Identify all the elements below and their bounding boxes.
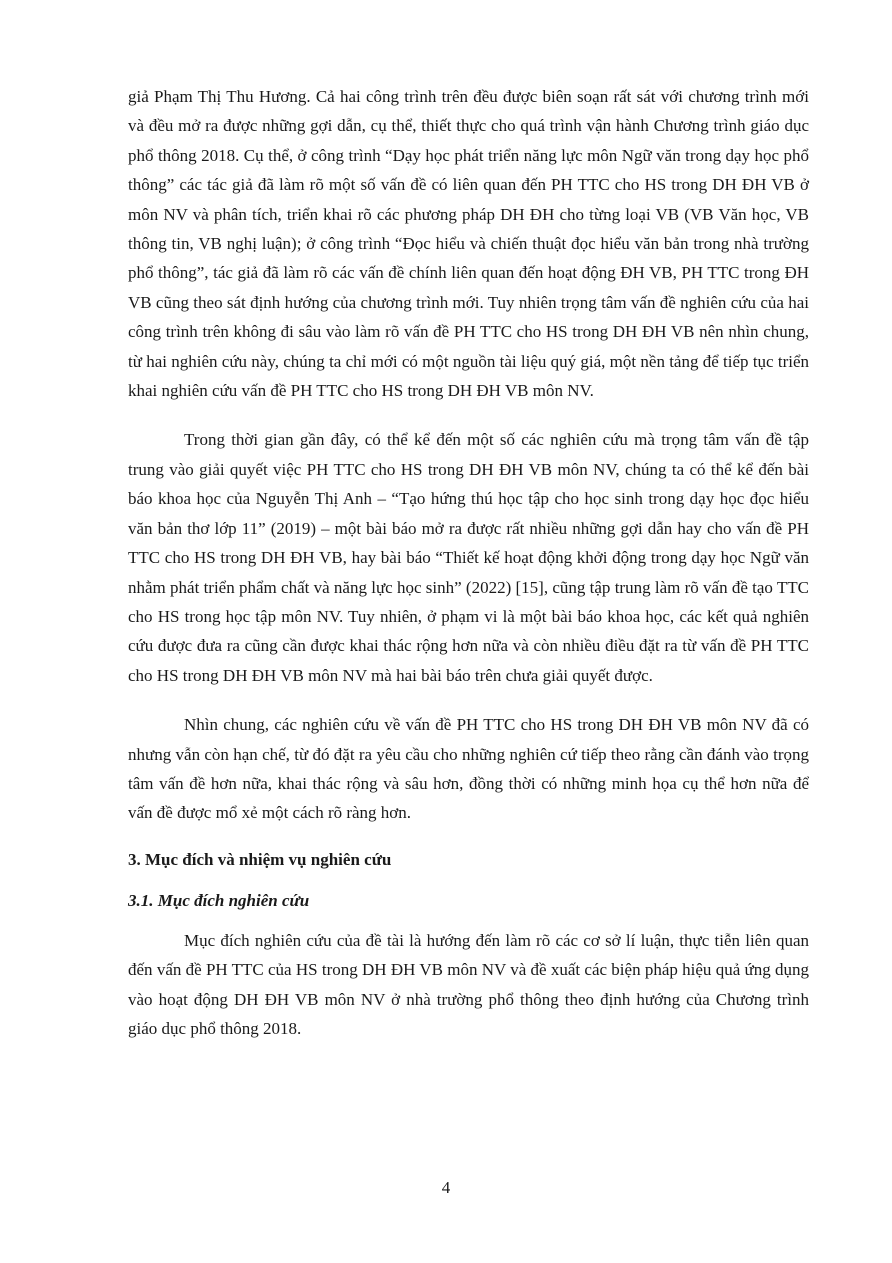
section-heading: 3. Mục đích và nhiệm vụ nghiên cứu	[128, 849, 392, 869]
subsection-paragraph: Mục đích nghiên cứu của đề tài là hướng đến làm rõ các cơ sở lí luận, thực tiễn liên quan đến vấn đề PH TTC của HS trong DH ĐH VB môn NV và đề xuất các biện pháp hiệu quả ứng dụng vào hoạt động DH ĐH VB môn NV ở nhà trường phổ thông theo định hướng của Chương trình giáo dục phổ thông 2018.	[128, 930, 809, 1038]
body-paragraph-3: Nhìn chung, các nghiên cứu về vấn đề PH TTC cho HS trong DH ĐH VB môn NV đã có nhưng vẫn còn hạn chế, từ đó đặt ra yêu cầu cho những nghiên cứ tiếp theo rằng cần đánh vào trọng tâm vấn đề hơn nữa, khai thác rộng và sâu hơn, đồng thời có những minh họa cụ thể hơn nữa để vấn đề được mổ xẻ một cách rõ ràng hơn.	[128, 715, 809, 823]
page-number: 4	[441, 1178, 451, 1197]
subsection-heading: 3.1. Mục đích nghiên cứu	[128, 890, 310, 910]
body-paragraph-1: giả Phạm Thị Thu Hương. Cả hai công trình trên đều được biên soạn rất sát với chương trình mới và đều mở ra được những gợi dẫn, cụ thể, thiết thực cho quá trình vận hành Chương trình giáo dục phổ thông 2018. Cụ thể, ở công trình “Dạy học phát triển năng lực môn Ngữ văn trong dạy học phổ thông” các tác giả đã làm rõ một số vấn đề có liên quan đến PH TTC cho HS trong DH ĐH VB ở môn NV và phân tích, triển khai rõ các phương pháp DH ĐH cho từng loại VB (VB Văn học, VB thông tin, VB nghị luận); ở công trình “Đọc hiểu và chiến thuật đọc hiểu văn bản trong nhà trường phổ thông”, tác giả đã làm rõ các vấn đề chính liên quan đến hoạt động ĐH VB, PH TTC trong ĐH VB cũng theo sát định hướng của chương trình mới. Tuy nhiên trọng tâm vấn đề nghiên cứu của hai công trình trên không đi sâu vào làm rõ vấn đề PH TTC cho HS trong DH ĐH VB nên nhìn chung, từ hai nghiên cứu này, chúng ta chỉ mới có một nguồn tài liệu quý giá, một nền tảng để tiếp tục triển khai nghiên cứu vấn đề PH TTC cho HS trong DH ĐH VB môn NV.	[128, 87, 809, 401]
document-page	[128, 82, 809, 1043]
body-paragraph-2: Trong thời gian gần đây, có thể kể đến một số các nghiên cứu mà trọng tâm vấn đề tập trung vào giải quyết việc PH TTC cho HS trong DH ĐH VB môn NV, chúng ta có thể kể đến bài báo khoa học của Nguyễn Thị Anh – “Tạo hứng thú học tập cho học sinh trong dạy học đọc hiểu văn bản thơ lớp 11” (2019) – một bài báo mở ra được rất nhiều những gợi dẫn hay cho vấn đề PH TTC cho HS trong DH ĐH VB, hay bài báo “Thiết kế hoạt động khởi động trong dạy học Ngữ văn nhằm phát triển phẩm chất và năng lực học sinh” (2022) [15], cũng tập trung làm rõ vấn đề tạo TTC cho HS trong học tập môn NV. Tuy nhiên, ở phạm vi là một bài báo khoa học, các kết quả nghiên cứu được đưa ra cũng cần được khai thác rộng hơn nữa và còn nhiều điều đặt ra từ vấn đề PH TTC cho HS trong DH ĐH VB môn NV mà hai bài báo trên chưa giải quyết được.	[128, 430, 809, 685]
